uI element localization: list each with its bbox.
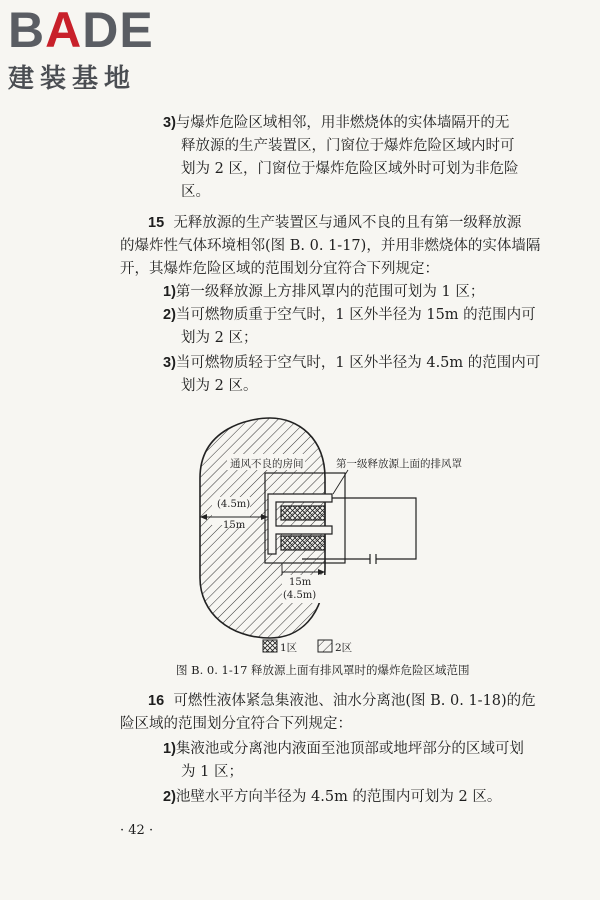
dim-left-bottom: 15m — [223, 520, 246, 531]
clause-15-item-1: 1)第一级释放源上方排风罩内的范围可划为 1 区； — [163, 284, 485, 300]
item-3-line3: 划为 2 区，门窗位于爆炸危险区域外时可划为非危险 — [181, 161, 519, 177]
page-number: · 42 · — [120, 823, 154, 838]
logo-subtitle: 建装基地 — [8, 64, 137, 94]
item-3-line4: 区。 — [181, 184, 210, 200]
room-label: 通风不良的房间 — [230, 458, 304, 470]
item-3-line1: 3)与爆炸危险区域相邻，用非燃烧体的实体墙隔开的无 — [163, 115, 510, 131]
legend-zone1: 1区 — [280, 642, 298, 654]
clause-16-line2: 险区域的范围划分宜符合下列规定： — [120, 716, 352, 732]
brand-logo — [8, 4, 178, 95]
legend-swatch-zone2 — [318, 640, 332, 652]
dim-bottom-bottom: (4.5m) — [283, 590, 317, 601]
clause-15-line1: 15 无释放源的生产装置区与通风不良的且有第一级释放源 — [148, 215, 522, 231]
figure-caption: 图 B. 0. 1-17 释放源上面有排风罩时的爆炸危险区域范围 — [176, 663, 470, 677]
clause-15-item-2-line1: 2)当可燃物质重于空气时，1 区外半径为 15m 的范围内可 — [163, 307, 536, 323]
legend-zone2: 2区 — [335, 642, 353, 654]
clause-15-item-3-line2: 划为 2 区。 — [181, 378, 258, 394]
clause-16-line1: 16 可燃性液体紧急集液池、油水分离池(图 B. 0. 1-18)的危 — [148, 693, 536, 709]
clause-15-line2: 的爆炸性气体环境相邻(图 B. 0. 1-17)，并用非燃烧体的实体墙隔 — [120, 238, 541, 254]
dim-left-top: (4.5m) — [217, 499, 251, 510]
zone-1-source-upper — [281, 506, 325, 520]
legend-swatch-zone1 — [263, 640, 277, 652]
clause-15-item-3-line1: 3)当可燃物质轻于空气时，1 区外半径为 4.5m 的范围内可 — [163, 355, 541, 371]
item-3-line2: 释放源的生产装置区，门窗位于爆炸危险区域内时可 — [181, 138, 515, 154]
clause-16-item-1-line1: 1)集液池或分离池内液面至池顶部或地坪部分的区域可划 — [163, 741, 524, 757]
zone-1-source-lower — [281, 536, 325, 550]
hood-label: 第一级释放源上面的排风罩 — [336, 458, 462, 470]
logo-wordmark: BADE — [8, 2, 154, 58]
clause-15-line3: 开，其爆炸危险区域的范围划分宜符合下列规定： — [120, 261, 439, 277]
clause-16-item-1-line2: 为 1 区； — [181, 764, 243, 780]
clause-16-item-2: 2)池壁水平方向半径为 4.5m 的范围内可划为 2 区。 — [163, 789, 502, 805]
zone-diagram — [190, 418, 462, 658]
clause-15-item-2-line2: 划为 2 区； — [181, 330, 258, 346]
dim-bottom-top: 15m — [289, 577, 312, 588]
